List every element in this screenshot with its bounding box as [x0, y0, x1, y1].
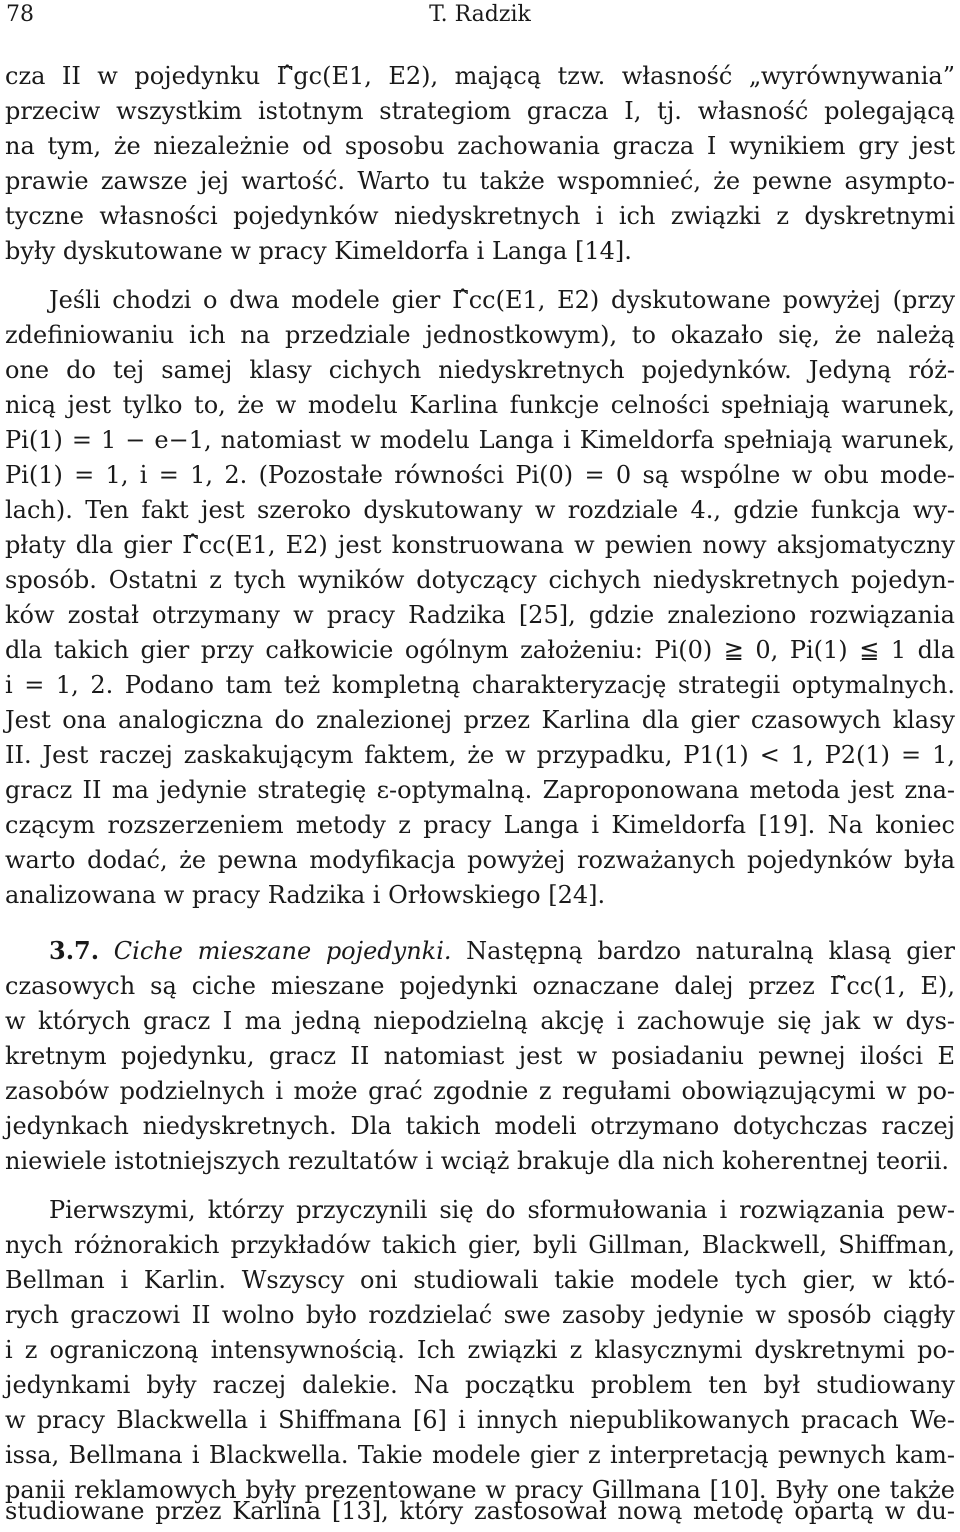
text-line: jedynkach niedyskretnych. Dla takich modeli otrzymano dotychczas raczej [5, 1112, 955, 1140]
text-line: panii reklamowych były prezentowane w pracy Gillmana [10]. Były one także [5, 1476, 955, 1504]
page-number: 78 [6, 2, 34, 27]
text-line: zdefiniowaniu ich na przedziale jednostkowym), to okazało się, że należą [5, 321, 955, 349]
text-line: one do tej samej klasy cichych niedyskretnych pojedynków. Jedyną róż- [5, 356, 955, 384]
text-line: czącym rozszerzeniem metody z pracy Langa i Kimeldorfa [19]. Na koniec [5, 811, 955, 839]
running-head: T. Radzik [429, 2, 531, 27]
text-line: nicą jest tylko to, że w modelu Karlina funkcje celności spełniają warunek, [5, 391, 955, 419]
text-line: tyczne własności pojedynków niedyskretnych i ich związki z dyskretnymi [5, 202, 955, 230]
section-number: 3.7. [49, 936, 100, 965]
text-line: czasowych są ciche mieszane pojedynki oznaczane dalej przez Γ̃cc(1, E), [5, 972, 955, 1000]
page-header [0, 0, 960, 30]
text-line: II. Jest raczej zaskakującym faktem, że w przypadku, P1(1) < 1, P2(1) = 1, [5, 741, 955, 769]
text-line: kretnym pojedynku, gracz II natomiast jest w posiadaniu pewnej ilości E [5, 1042, 955, 1070]
text-line: nych różnorakich przykładów takich gier, byli Gillman, Blackwell, Shiffman, [5, 1231, 955, 1259]
text-line: zasobów podzielnych i może grać zgodnie z regułami obowiązującymi w po- [5, 1077, 955, 1105]
text-line: Pi(1) = 1 − e−1, natomiast w modelu Langa i Kimeldorfa spełniają warunek, [5, 426, 955, 454]
text-line: warto dodać, że pewna modyfikacja powyżej rozważanych pojedynków była [5, 846, 955, 874]
section-heading-line [5, 934, 955, 968]
text-line: były dyskutowane w pracy Kimeldorfa i Langa [14]. [5, 237, 632, 265]
text-line: Pierwszymi, którzy przyczynili się do sformułowania i rozwiązania pew- [49, 1196, 955, 1224]
text-line: Bellman i Karlin. Wszyscy oni studiowali takie modele tych gier, w któ- [5, 1266, 955, 1294]
text-line: Jeśli chodzi o dwa modele gier Γ̂cc(E1, E2) dyskutowane powyżej (przy [49, 286, 955, 314]
text-line: cza II w pojedynku Γ̂gc(E1, E2), mającą tzw. własność „wyrównywania” [5, 62, 955, 90]
text-line: i = 1, 2. Podano tam też kompletną charakteryzację strategii optymalnych. [5, 671, 955, 699]
text-line: Pi(1) = 1, i = 1, 2. (Pozostałe równości Pi(0) = 0 są wspólne w obu mode- [5, 461, 955, 489]
text-line: i z ograniczoną intensywnością. Ich związki z klasycznymi dyskretnymi po- [5, 1336, 955, 1364]
text-line: prawie zawsze jej wartość. Warto tu także wspomnieć, że pewne asympto- [5, 167, 955, 195]
text-line: rych graczowi II wolno było rozdzielać swe zasoby jedynie w sposób ciągły [5, 1301, 955, 1329]
text-line: lach). Ten fakt jest szeroko dyskutowany w rozdziale 4., gdzie funkcja wy- [5, 496, 955, 524]
text-line: Jest ona analogiczna do znalezionej przez Karlina dla gier czasowych klasy [5, 706, 955, 734]
text-line: płaty dla gier Γ̂cc(E1, E2) jest konstruowana w pewien nowy aksjomatyczny [5, 531, 955, 559]
text-line: gracz II ma jedynie strategię ε-optymalną. Zaproponowana metoda jest zna- [5, 776, 955, 804]
text-line: w pracy Blackwella i Shiffmana [6] i innych niepublikowanych pracach We- [5, 1406, 955, 1434]
text-line: na tym, że niezależnie od sposobu zachowania gracza I wynikiem gry jest [5, 132, 955, 160]
text-line: analizowana w pracy Radzika i Orłowskiego [24]. [5, 881, 606, 909]
section-title: Ciche mieszane pojedynki. [113, 937, 452, 965]
text-line: niewiele istotniejszych rezultatów i wciąż brakuje dla nich koherentnej teorii. [5, 1147, 950, 1175]
text-line: ków został otrzymany w pracy Radzika [25], gdzie znaleziono rozwiązania [5, 601, 955, 629]
text-line: studiowane przez Karlina [13], który zastosował nową metodę opartą w du- [5, 1497, 955, 1525]
text-line: issa, Bellmana i Blackwella. Takie modele gier z interpretacją pewnych kam- [5, 1441, 955, 1469]
text-run: Następną bardzo naturalną klasą gier [466, 937, 955, 965]
text-line: w których gracz I ma jedną niepodzielną akcję i zachowuje się jak w dys- [5, 1007, 955, 1035]
text-line: sposób. Ostatni z tych wyników dotyczący cichych niedyskretnych pojedyn- [5, 566, 955, 594]
text-line: jedynkami były raczej dalekie. Na początku problem ten był studiowany [5, 1371, 955, 1399]
text-line: przeciw wszystkim istotnym strategiom gracza I, tj. własność polegającą [5, 97, 955, 125]
text-line: dla takich gier przy całkowicie ogólnym założeniu: Pi(0) ≧ 0, Pi(1) ≦ 1 dla [5, 636, 955, 664]
